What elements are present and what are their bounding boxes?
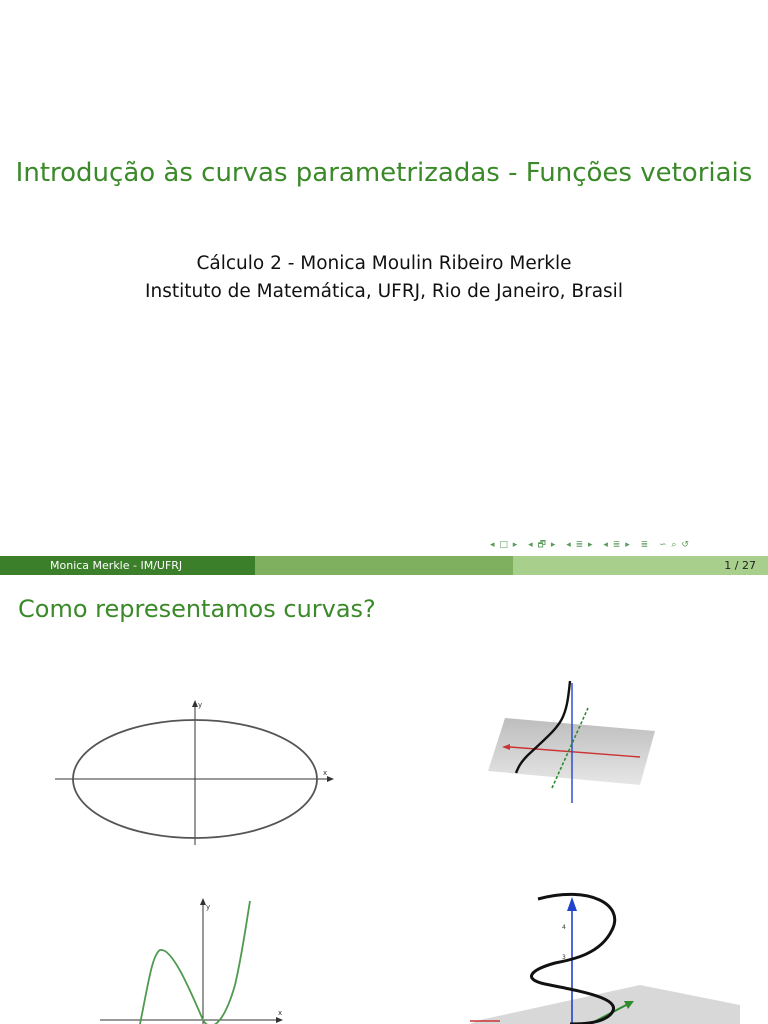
y-axis-label: y [206, 903, 211, 911]
beamer-navigation [490, 537, 760, 551]
search-icon[interactable]: ∽ ⌕ ↺ [659, 540, 690, 550]
part-nav-icon[interactable]: ◂ ≣ ▸ [603, 540, 631, 550]
author-line-1: Cálculo 2 - Monica Moulin Ribeiro Merkle [196, 253, 572, 274]
y-axis-label: y [198, 701, 203, 709]
x-axis-arrow-icon [327, 776, 334, 782]
footer-page-bar [513, 556, 768, 575]
z-axis-arrow-icon [567, 897, 577, 911]
helix-plot [440, 885, 740, 1024]
footer-author: Monica Merkle - IM/UFRJ [50, 559, 183, 572]
slide-footer [0, 556, 768, 575]
cubic-curve [140, 901, 250, 1024]
z-tick-4: 4 [562, 924, 566, 931]
curves-slide [0, 575, 768, 1024]
x-axis-label: x [278, 1009, 283, 1017]
page-number: 1 / 27 [724, 559, 756, 572]
subsection-nav-icon[interactable]: ◂ 🗗 ▸ [528, 540, 557, 550]
frame-nav-icon[interactable]: ◂ □ ▸ [490, 540, 519, 550]
x-axis-arrow-icon [276, 1017, 283, 1023]
z-tick-3: 3 [562, 954, 566, 961]
space-curve-plot [470, 653, 680, 813]
toc-icon[interactable]: ≣ [640, 540, 650, 550]
x-axis-label: x [323, 769, 328, 777]
ellipse-plot [55, 695, 345, 855]
author-block [0, 250, 768, 306]
footer-middle-bar [255, 556, 513, 575]
presentation-title: Introdução às curvas parametrizadas - Funções vetoriais [15, 158, 753, 188]
cubic-plot [100, 895, 290, 1024]
author-line-2: Instituto de Matemática, UFRJ, Rio de Janeiro, Brasil [145, 281, 623, 302]
slide-title: Como representamos curvas? [18, 595, 376, 623]
footer-author-bar [0, 556, 255, 575]
section-nav-icon[interactable]: ◂ ≣ ▸ [566, 540, 594, 550]
